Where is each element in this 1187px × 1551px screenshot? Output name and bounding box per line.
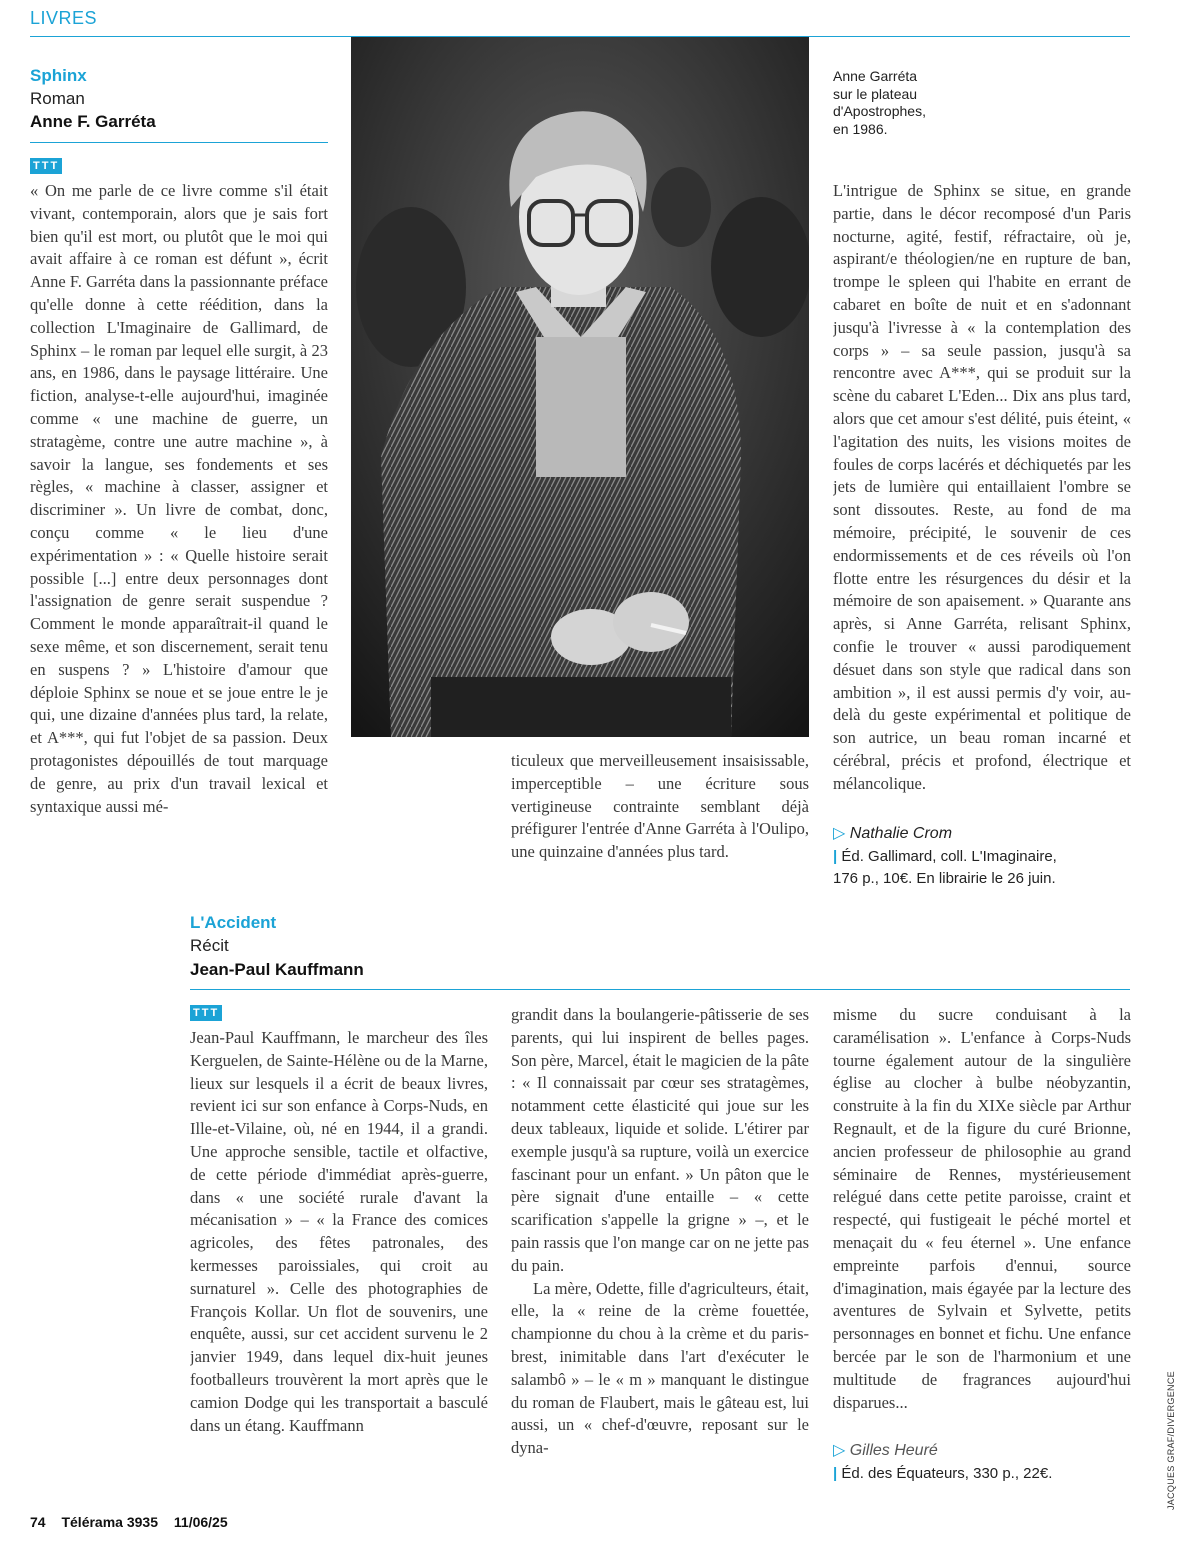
review2-text-col2b: La mère, Odette, fille d'agriculteurs, était, elle, la « reine de la crème fouettée, championne du chou à la crème et du paris-brest, inimitable dans l'art d'exécuter le salambô » – le « m » manquant le distingue du roman de Flaubert, mais le gâteau est, lui aussi, un « chef-d'œuvre, reposant sur le dyna- (511, 1278, 809, 1458)
review1-title: Sphinx (30, 66, 87, 85)
triangle-right-icon: ▷ (833, 1442, 846, 1459)
review2-divider (190, 989, 1130, 990)
review2-genre: Récit (190, 936, 229, 955)
review1-rating-badge: TTT (30, 158, 62, 174)
review1-column-1 (30, 180, 328, 890)
review1-text-col3: L'intrigue de Sphinx se situe, en grande partie, dans le décor recomposé d'un Paris nocturne, agité, festif, réfractaire, où je, aspirant/e théologien/ne en rupture de ban, trompe le spleen qui l'habite en errant de cabaret en boîte de nuit et en s'adonnant jusqu'à l'ivresse à « la contemplation des corps » – sa seule passion, jusqu'à sa rencontre avec A***, qui se produit sur la scène du cabaret L'Eden... Dix ans plus tard, alors que cet amour s'est délité, puis éteint, « l'agitation des nuits, les visions moites de foules de corps lacérés et déchiquetés par les jets de lumière qui entaillaient l'ombre se sont dissoutes. Reste, au fond de ma mémoire, précipité, le souvenir de ces endormissements et de ces réveils où l'on flotte entre les résurgences du désir et la mémoire de son apaisement. » Quarante ans après, si Anne Garréta, relisant Sphinx, confie le trouver « aussi parodiquement désuet dans son style que radical dans son ambition », il est aussi permis d'y voir, au-delà du geste expérimental et politique de son autrice, un beau roman incarné et cérébral, précis et profond, électrique et mélancolique. (833, 181, 1131, 793)
publisher-bar-icon: | (833, 848, 842, 865)
review2-author: Jean-Paul Kauffmann (190, 960, 364, 979)
review1-column-2 (511, 750, 809, 890)
review1-publisher-info (833, 846, 1057, 890)
section-label: LIVRES (30, 8, 98, 28)
issue-date: 11/06/25 (173, 1514, 228, 1530)
review1-text-col2: ticuleux que merveilleusement insaisissable, imperceptible – une écriture sous vertigineuse contrainte semblant déjà préfigurer l'entrée d'Anne Garréta à l'Oulipo, une quinzaine d'années plus tard. (511, 751, 809, 862)
review2-column-1 (190, 1027, 488, 1487)
magazine-issue: Télérama 3935 (61, 1514, 158, 1530)
review2-text-col2a: grandit dans la boulangerie-pâtisserie de ses parents, qui lui inspirent de belles pages. Son père, Marcel, était le magicien de la pâte : « Il connaissait par cœur ses stratagèmes, notamment cette élasticité qui joue sur les deux tableaux, liquide et solide. L'étirer par exemple jusqu'à sa rupture, voilà un exercice fascinant pour un enfant. » Un pâton que le père signait d'une entaille – « cette scarification s'appelle la grigne » –, et le pain rassis que l'on mange car on ne jette pas du pain. (511, 1005, 809, 1275)
review2-column-2 (511, 1004, 809, 1488)
triangle-right-icon: ▷ (833, 825, 846, 842)
review2-text-col1: Jean-Paul Kauffmann, le marcheur des îles Kerguelen, de Sainte-Hélène ou de la Marne, lieux sur lesquels il a écrit de beaux livres, revient ici sur son enfance à Corps-Nuds, en Ille-et-Vilaine, où, né en 1944, il a grandi. Une approche sensible, tactile et olfactive, de cette période d'immédiat après-guerre, dans « une société rurale d'avant la mécanisation » – « la France des comices agricoles, des fêtes patronales, des kermesses paroissiales, qui croit au surnaturel ». Celle des photographies de François Kollar. Un flot de souvenirs, une enquête, aussi, sur cet accident survenu le 2 janvier 1949, dans lequel dix-huit jeunes footballeurs trouvèrent la mort après que le camion Dodge qui les transportait a basculé dans un étang. Kauffmann (190, 1028, 488, 1435)
review2-rating-badge: TTT (190, 1005, 222, 1021)
review1-publisher-line2: 176 p., 10€. En librairie le 26 juin. (833, 870, 1056, 887)
review1-divider (30, 142, 328, 143)
review2-text-col3: misme du sucre conduisant à la caramélisation ». L'enfance à Corps-Nuds tourne également autour de la singulière église au clocher à bulbe néobyzantin, construite à la fin du XIXe siècle par Arthur Regnault, et de la figure du curé Brionne, ancien professeur de philosophie au grand séminaire de Rennes, mystérieusement relégué dans cette petite paroisse, craint et respecté, qui fustigeait le péché mortel et menaçait du « feu éternel ». Une enfance empreinte parfois d'ennui, source d'imagination, mais égayée par la lecture des aventures de Sylvain et Sylvette, petits personnages en bonnet et fichu. Une enfance bercée par le son de l'harmonium et une multitude de fragrances aujourd'hui disparues... (833, 1005, 1131, 1412)
page-number: 74 (30, 1514, 46, 1530)
photo-credit: JACQUES GRAF/DIVERGENCE (1166, 1371, 1176, 1510)
review1-signature (833, 823, 952, 843)
author-portrait-image (351, 37, 809, 737)
review2-publisher-info (833, 1463, 1052, 1485)
review1-column-3 (833, 180, 1131, 820)
review1-genre: Roman (30, 89, 85, 108)
review2-signature (833, 1440, 938, 1460)
review1-publisher-line1: Éd. Gallimard, coll. L'Imaginaire, (841, 848, 1057, 865)
review1-text-col1: « On me parle de ce livre comme s'il était vivant, contemporain, alors que je sais fort bien qu'il est mort, ou plutôt que le moi qui avait affaire à ce roman est défunt », écrit Anne F. Garréta dans la passionnante préface qu'elle donne à cette réédition, dans la collection L'Imaginaire de Gallimard, de Sphinx – le roman par lequel elle surgit, à 23 ans, en 1986, dans le paysage littéraire. Une fiction, analyse-t-elle aujourd'hui, imaginée comme « une machine de guerre, un stratagème, contre une autre machine », à savoir la langue, ses fondements et ses règles, « machine à classer, assigner et discriminer ». Un livre de combat, donc, conçu comme « le lieu d'une expérimentation » : « Quelle histoire serait possible [...] entre deux personnages dont l'assignation de genre serait suspendue ? Comment le monde apparaîtrait-il quand le sexe même, et son discernement, serait tenu en suspens ? » L'histoire d'amour que déploie Sphinx se noue et se joue entre le je qui, une dizaine d'années plus tard, la relate, et A***, qui fut l'objet de sa passion. Deux protagonistes dépouillés de tout marquage de genre, au prix d'un travail lexical et syntaxique aussi mé- (30, 181, 328, 816)
review1-reviewer: Nathalie Crom (849, 825, 953, 842)
review2-title: L'Accident (190, 913, 277, 932)
review2-reviewer: Gilles Heuré (849, 1442, 938, 1459)
publisher-bar-icon: | (833, 1465, 842, 1482)
photo-caption: Anne Garréta sur le plateau d'Apostrophes, en 1986. (833, 68, 926, 137)
review1-author: Anne F. Garréta (30, 112, 156, 131)
author-photo (351, 37, 809, 737)
review2-column-3 (833, 1004, 1131, 1442)
page-footer (30, 1514, 228, 1530)
review2-publisher: Éd. des Équateurs, 330 p., 22€. (841, 1465, 1053, 1482)
